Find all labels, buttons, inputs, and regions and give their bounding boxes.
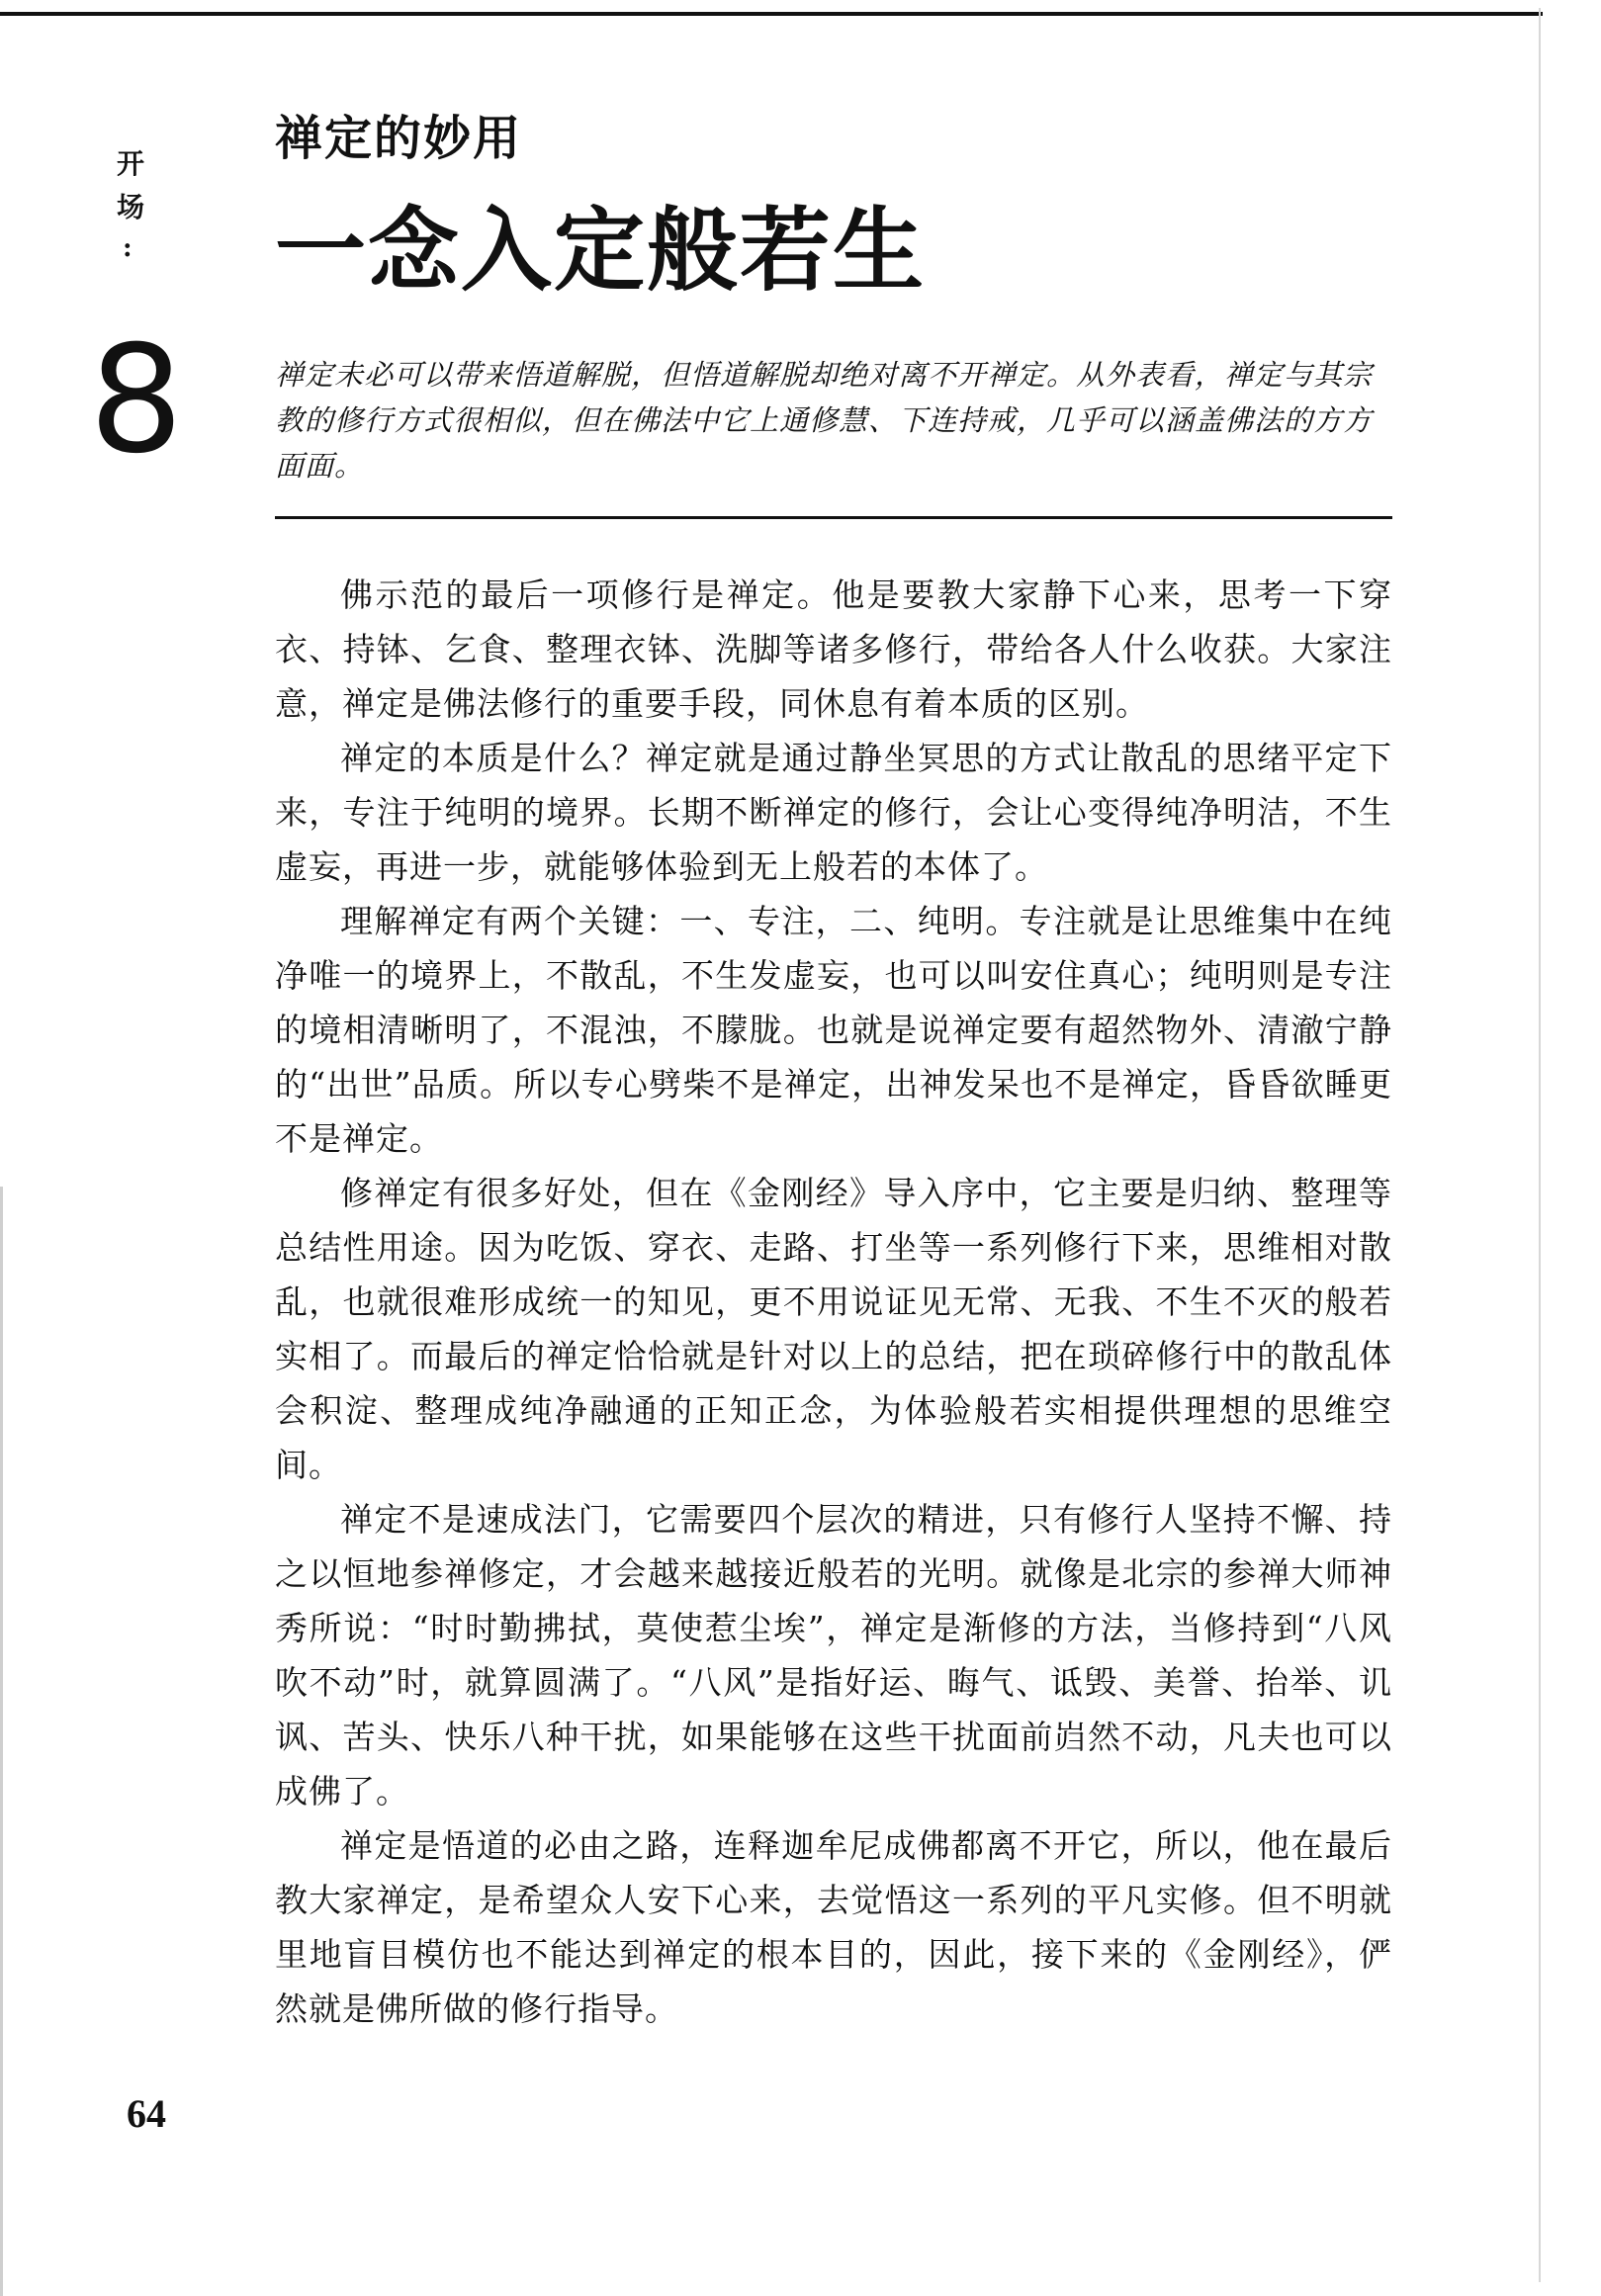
paragraph: 禅定的本质是什么？禅定就是通过静坐冥思的方式让散乱的思绪平定下来，专注于纯明的境界。长期不断禅定的修行，会让心变得纯净明洁，不生虚妄，再进一步，就能够体验到无上般若的本体了。 [275, 739, 1392, 886]
body-text [275, 568, 1392, 2036]
chapter-title: 一念入定般若生 [275, 198, 927, 304]
section-label-char-1: 开 [117, 147, 145, 180]
top-rule [0, 12, 1543, 16]
paragraph: 理解禅定有两个关键：一、专注，二、纯明。专注就是让思维集中在纯净唯一的境界上，不散乱，不生发虚妄，也可以叫安住真心；纯明则是专注的境相清晰明了，不混浊，不朦胧。也就是说禅定要有超然物外、清澈宁静的“出世”品质。所以专心劈柴不是禅定，出神发呆也不是禅定，昏昏欲睡更不是禅定。 [275, 902, 1392, 1158]
paragraph: 禅定是悟道的必由之路，连释迦牟尼成佛都离不开它，所以，他在最后教大家禅定，是希望众人安下心来，去觉悟这一系列的平凡实修。但不明就里地盲目模仿也不能达到禅定的根本目的，因此，接下来的《金刚经》，俨然就是佛所做的修行指导。 [275, 1826, 1392, 2028]
chapter-number: 8 [89, 314, 184, 486]
chapter-subtitle: 禅定的妙用 [275, 111, 523, 166]
intro-text: 禅定未必可以带来悟道解脱，但悟道解脱却绝对离不开禅定。从外表看，禅定与其宗教的修行方式很相似，但在佛法中它上通修慧、下连持戒，几乎可以涵盖佛法的方方面面。 [275, 358, 1374, 483]
page-edge-line [1539, 8, 1541, 2282]
scan-edge-mark [0, 1187, 3, 2296]
paragraph: 禅定不是速成法门，它需要四个层次的精进，只有修行人坚持不懈、持之以恒地参禅修定，才会越来越接近般若的光明。就像是北宗的参禅大师神秀所说：“时时勤拂拭，莫使惹尘埃”，禅定是渐修的方法，当修持到“八风吹不动”时，就算圆满了。“八风”是指好运、晦气、诋毁、美誉、抬举、讥讽、苦头、快乐八种干扰，如果能够在这些干扰面前岿然不动，凡夫也可以成佛了。 [275, 1500, 1392, 1810]
intro-divider [275, 516, 1392, 519]
paragraph: 佛示范的最后一项修行是禅定。他是要教大家静下心来，思考一下穿衣、持钵、乞食、整理衣钵、洗脚等诸多修行，带给各人什么收获。大家注意，禅定是佛法修行的重要手段，同休息有着本质的区别。 [275, 575, 1392, 723]
section-label-char-2: 场 [117, 191, 145, 223]
section-label-colon: : [123, 233, 133, 263]
paragraph: 修禅定有很多好处，但在《金刚经》导入序中，它主要是归纳、整理等总结性用途。因为吃饭、穿衣、走路、打坐等一系列修行下来，思维相对散乱，也就很难形成统一的知见，更不用说证见无常、无我、不生不灭的般若实相了。而最后的禅定恰恰就是针对以上的总结，把在琐碎修行中的散乱体会积淀、整理成纯净融通的正知正念，为体验般若实相提供理想的思维空间。 [275, 1174, 1392, 1484]
page-number: 64 [127, 2091, 166, 2136]
